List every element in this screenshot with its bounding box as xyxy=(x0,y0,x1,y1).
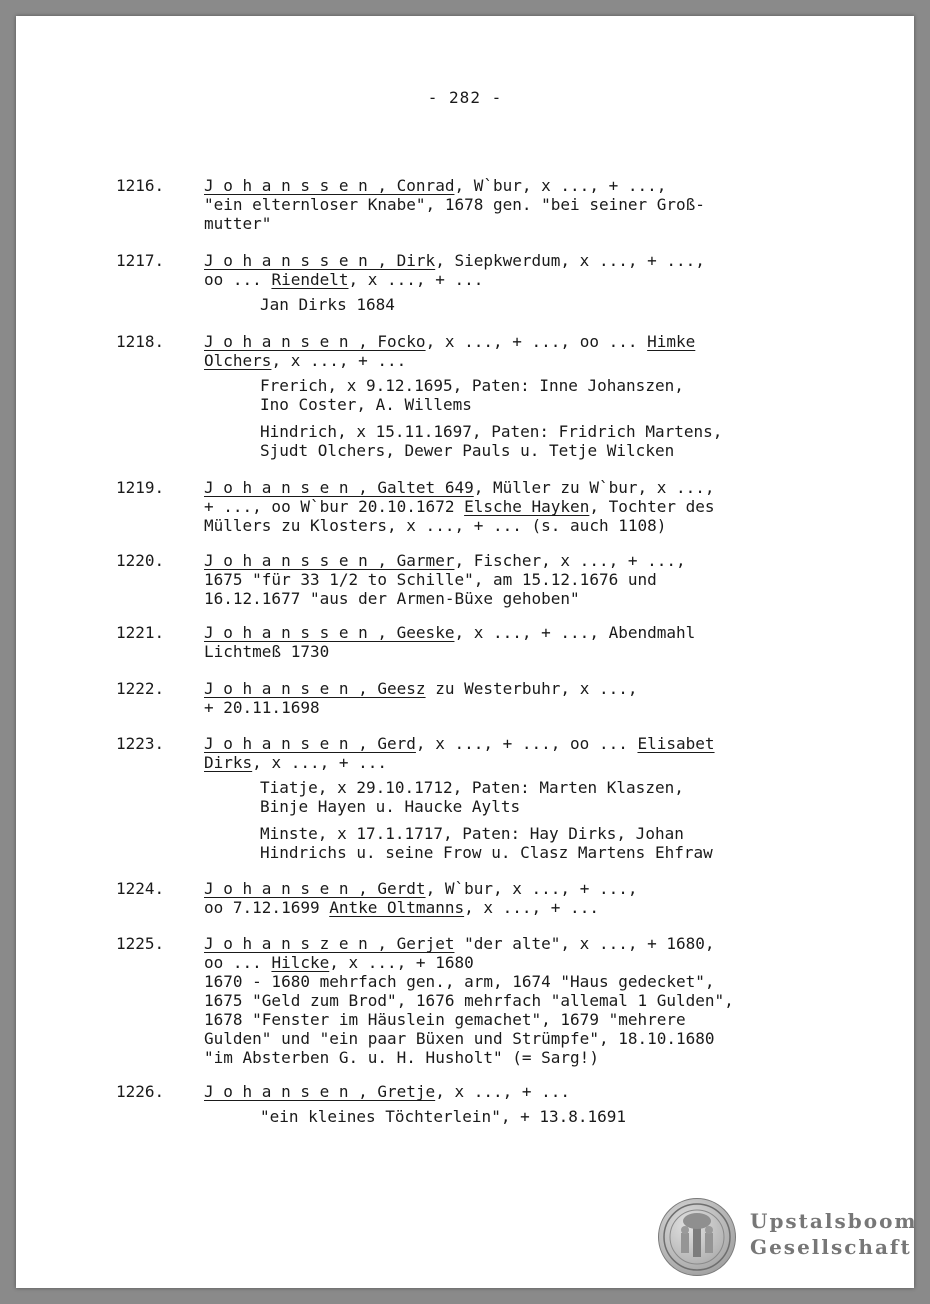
entry-line xyxy=(204,953,836,972)
entry-line xyxy=(204,251,836,270)
underlined-name: Riendelt xyxy=(271,270,349,289)
entry-text: , x ..., + ..., oo ... xyxy=(415,734,638,753)
entry-text: 16.12.1677 "aus der Armen-Büxe gehoben" xyxy=(204,589,580,608)
entry-line xyxy=(204,698,836,717)
logo-line-1: Upstalsboom xyxy=(750,1209,918,1233)
entry-line xyxy=(204,1082,836,1101)
entry-text: , x ..., + ... xyxy=(252,753,388,772)
entry-line xyxy=(204,516,836,535)
entry-text: , Tochter des xyxy=(589,497,715,516)
entry-text: Gulden" und "ein paar Büxen und Strümpfe", 18.10.1680 xyxy=(204,1029,715,1048)
child-record-line: Sjudt Olchers, Dewer Pauls u. Tetje Wilcken xyxy=(260,441,675,460)
underlined-name: J o h a n s e n , Focko xyxy=(204,332,426,351)
entry-line xyxy=(204,589,836,608)
entry-text: Lichtmeß 1730 xyxy=(204,642,330,661)
entry-line xyxy=(204,898,836,917)
entry-line xyxy=(204,1029,836,1048)
genealogy-entry xyxy=(116,332,836,460)
genealogy-entry xyxy=(116,176,836,233)
entry-text: mutter" xyxy=(204,214,272,233)
entry-line xyxy=(204,214,836,233)
entry-text: oo ... xyxy=(204,953,272,972)
entry-line xyxy=(204,879,836,898)
entry-line xyxy=(204,679,836,698)
underlined-name: Himke xyxy=(647,332,696,351)
entry-text: , Müller zu W`bur, x ..., xyxy=(473,478,715,497)
underlined-name: J o h a n s e n , Gerd xyxy=(204,734,416,753)
child-record-line: Hindrichs u. seine Frow u. Clasz Martens Ehfraw xyxy=(260,843,713,862)
entry-line xyxy=(204,1048,836,1067)
entry-line xyxy=(204,351,836,370)
entry-text: , x ..., + ... xyxy=(464,898,599,917)
underlined-name: J o h a n s e n , Geesz xyxy=(204,679,426,698)
entry-text: + ..., oo W`bur 20.10.1672 xyxy=(204,497,465,516)
underlined-name: J o h a n s z e n , Gerjet xyxy=(204,934,455,953)
entry-number: 1226. xyxy=(116,1082,165,1101)
entry-text: , Fischer, x ..., + ..., xyxy=(454,551,686,570)
society-logo xyxy=(658,1198,918,1278)
genealogy-entry xyxy=(116,734,836,862)
entry-line xyxy=(204,734,836,753)
entry-text: 1675 "Geld zum Brod", 1676 mehrfach "allemal 1 Gulden", xyxy=(204,991,734,1010)
entry-text: , W`bur, x ..., + ..., xyxy=(454,176,667,195)
underlined-name: J o h a n s e n , Gretje xyxy=(204,1082,436,1101)
underlined-name: J o h a n s s e n , Dirk xyxy=(204,251,436,270)
entry-number: 1225. xyxy=(116,934,165,953)
entry-line xyxy=(204,1010,836,1029)
underlined-name: J o h a n s s e n , Conrad xyxy=(204,176,455,195)
entry-text: 1678 "Fenster im Häuslein gemachet", 1679 "mehrere xyxy=(204,1010,686,1029)
entry-line xyxy=(204,991,836,1010)
child-record-line: "ein kleines Töchterlein", + 13.8.1691 xyxy=(260,1107,627,1126)
genealogy-entry xyxy=(116,251,836,314)
entry-line xyxy=(204,972,836,991)
entry-line xyxy=(204,332,836,351)
underlined-name: Olchers xyxy=(204,351,272,370)
entry-line xyxy=(204,270,836,289)
child-record-line: Hindrich, x 15.11.1697, Paten: Fridrich Martens, xyxy=(260,422,723,441)
underlined-name: Antke Oltmanns xyxy=(329,898,465,917)
entry-number: 1219. xyxy=(116,478,165,497)
entry-text: zu Westerbuhr, x ..., xyxy=(425,679,638,698)
entry-text: oo ... xyxy=(204,270,272,289)
genealogy-entry xyxy=(116,1082,836,1126)
entry-line xyxy=(204,176,836,195)
entry-line xyxy=(204,551,836,570)
underlined-name: Elisabet xyxy=(637,734,715,753)
entry-text: "der alte", x ..., + 1680, xyxy=(454,934,715,953)
child-record-line: Minste, x 17.1.1717, Paten: Hay Dirks, Johan xyxy=(260,824,684,843)
child-record-line: Tiatje, x 29.10.1712, Paten: Marten Klaszen, xyxy=(260,778,684,797)
genealogy-entry xyxy=(116,478,836,535)
entry-text: 1670 - 1680 mehrfach gen., arm, 1674 "Haus gedecket", xyxy=(204,972,715,991)
underlined-name: J o h a n s s e n , Garmer xyxy=(204,551,455,570)
underlined-name: J o h a n s s e n , Geeske xyxy=(204,623,455,642)
child-record-line: Ino Coster, A. Willems xyxy=(260,395,472,414)
entry-text: , x ..., + 1680 xyxy=(329,953,474,972)
underlined-name: Hilcke xyxy=(271,953,330,972)
entry-number: 1221. xyxy=(116,623,165,642)
entry-number: 1217. xyxy=(116,251,165,270)
entry-text: "im Absterben G. u. H. Husholt" (= Sarg!) xyxy=(204,1048,599,1067)
entry-line xyxy=(204,623,836,642)
entry-text: , Siepkwerdum, x ..., + ..., xyxy=(435,251,705,270)
document-page xyxy=(16,16,918,1288)
genealogy-entry xyxy=(116,934,836,1067)
entry-line xyxy=(204,497,836,516)
page-number: - 282 - xyxy=(427,88,503,107)
entry-line xyxy=(204,753,836,772)
child-record-line: Frerich, x 9.12.1695, Paten: Inne Johanszen, xyxy=(260,376,684,395)
logo-line-2: Gesellschaft xyxy=(750,1235,912,1259)
entry-text: , x ..., + ..., oo ... xyxy=(425,332,648,351)
entry-number: 1222. xyxy=(116,679,165,698)
underlined-name: Elsche Hayken xyxy=(464,497,590,516)
underlined-name: Dirks xyxy=(204,753,253,772)
genealogy-entry xyxy=(116,551,836,608)
underlined-name: J o h a n s e n , Gerdt xyxy=(204,879,426,898)
entry-text: , x ..., + ... xyxy=(271,351,407,370)
genealogy-entry xyxy=(116,623,836,661)
entry-line xyxy=(204,478,836,497)
underlined-name: J o h a n s e n , Galtet 649 xyxy=(204,478,474,497)
entry-text: + 20.11.1698 xyxy=(204,698,320,717)
entry-text: , x ..., + ..., Abendmahl xyxy=(454,623,696,642)
child-record-line: Binje Hayen u. Haucke Aylts xyxy=(260,797,521,816)
entry-text: , x ..., + ... xyxy=(435,1082,571,1101)
entry-number: 1223. xyxy=(116,734,165,753)
genealogy-entry xyxy=(116,879,836,917)
genealogy-entry xyxy=(116,679,836,717)
entry-text: oo 7.12.1699 xyxy=(204,898,330,917)
entry-number: 1218. xyxy=(116,332,165,351)
entry-text: , x ..., + ... xyxy=(348,270,484,289)
entry-text: 1675 "für 33 1/2 to Schille", am 15.12.1676 und xyxy=(204,570,657,589)
entry-text: , W`bur, x ..., + ..., xyxy=(425,879,638,898)
entry-number: 1216. xyxy=(116,176,165,195)
entry-line xyxy=(204,570,836,589)
entry-line xyxy=(204,934,836,953)
child-record-line: Jan Dirks 1684 xyxy=(260,295,395,314)
entry-line xyxy=(204,195,836,214)
entry-line xyxy=(204,642,836,661)
seal-icon xyxy=(658,1198,736,1276)
entry-text: "ein elternloser Knabe", 1678 gen. "bei seiner Groß- xyxy=(204,195,705,214)
entry-number: 1224. xyxy=(116,879,165,898)
entry-number: 1220. xyxy=(116,551,165,570)
entry-text: Müllers zu Klosters, x ..., + ... (s. auch 1108) xyxy=(204,516,667,535)
